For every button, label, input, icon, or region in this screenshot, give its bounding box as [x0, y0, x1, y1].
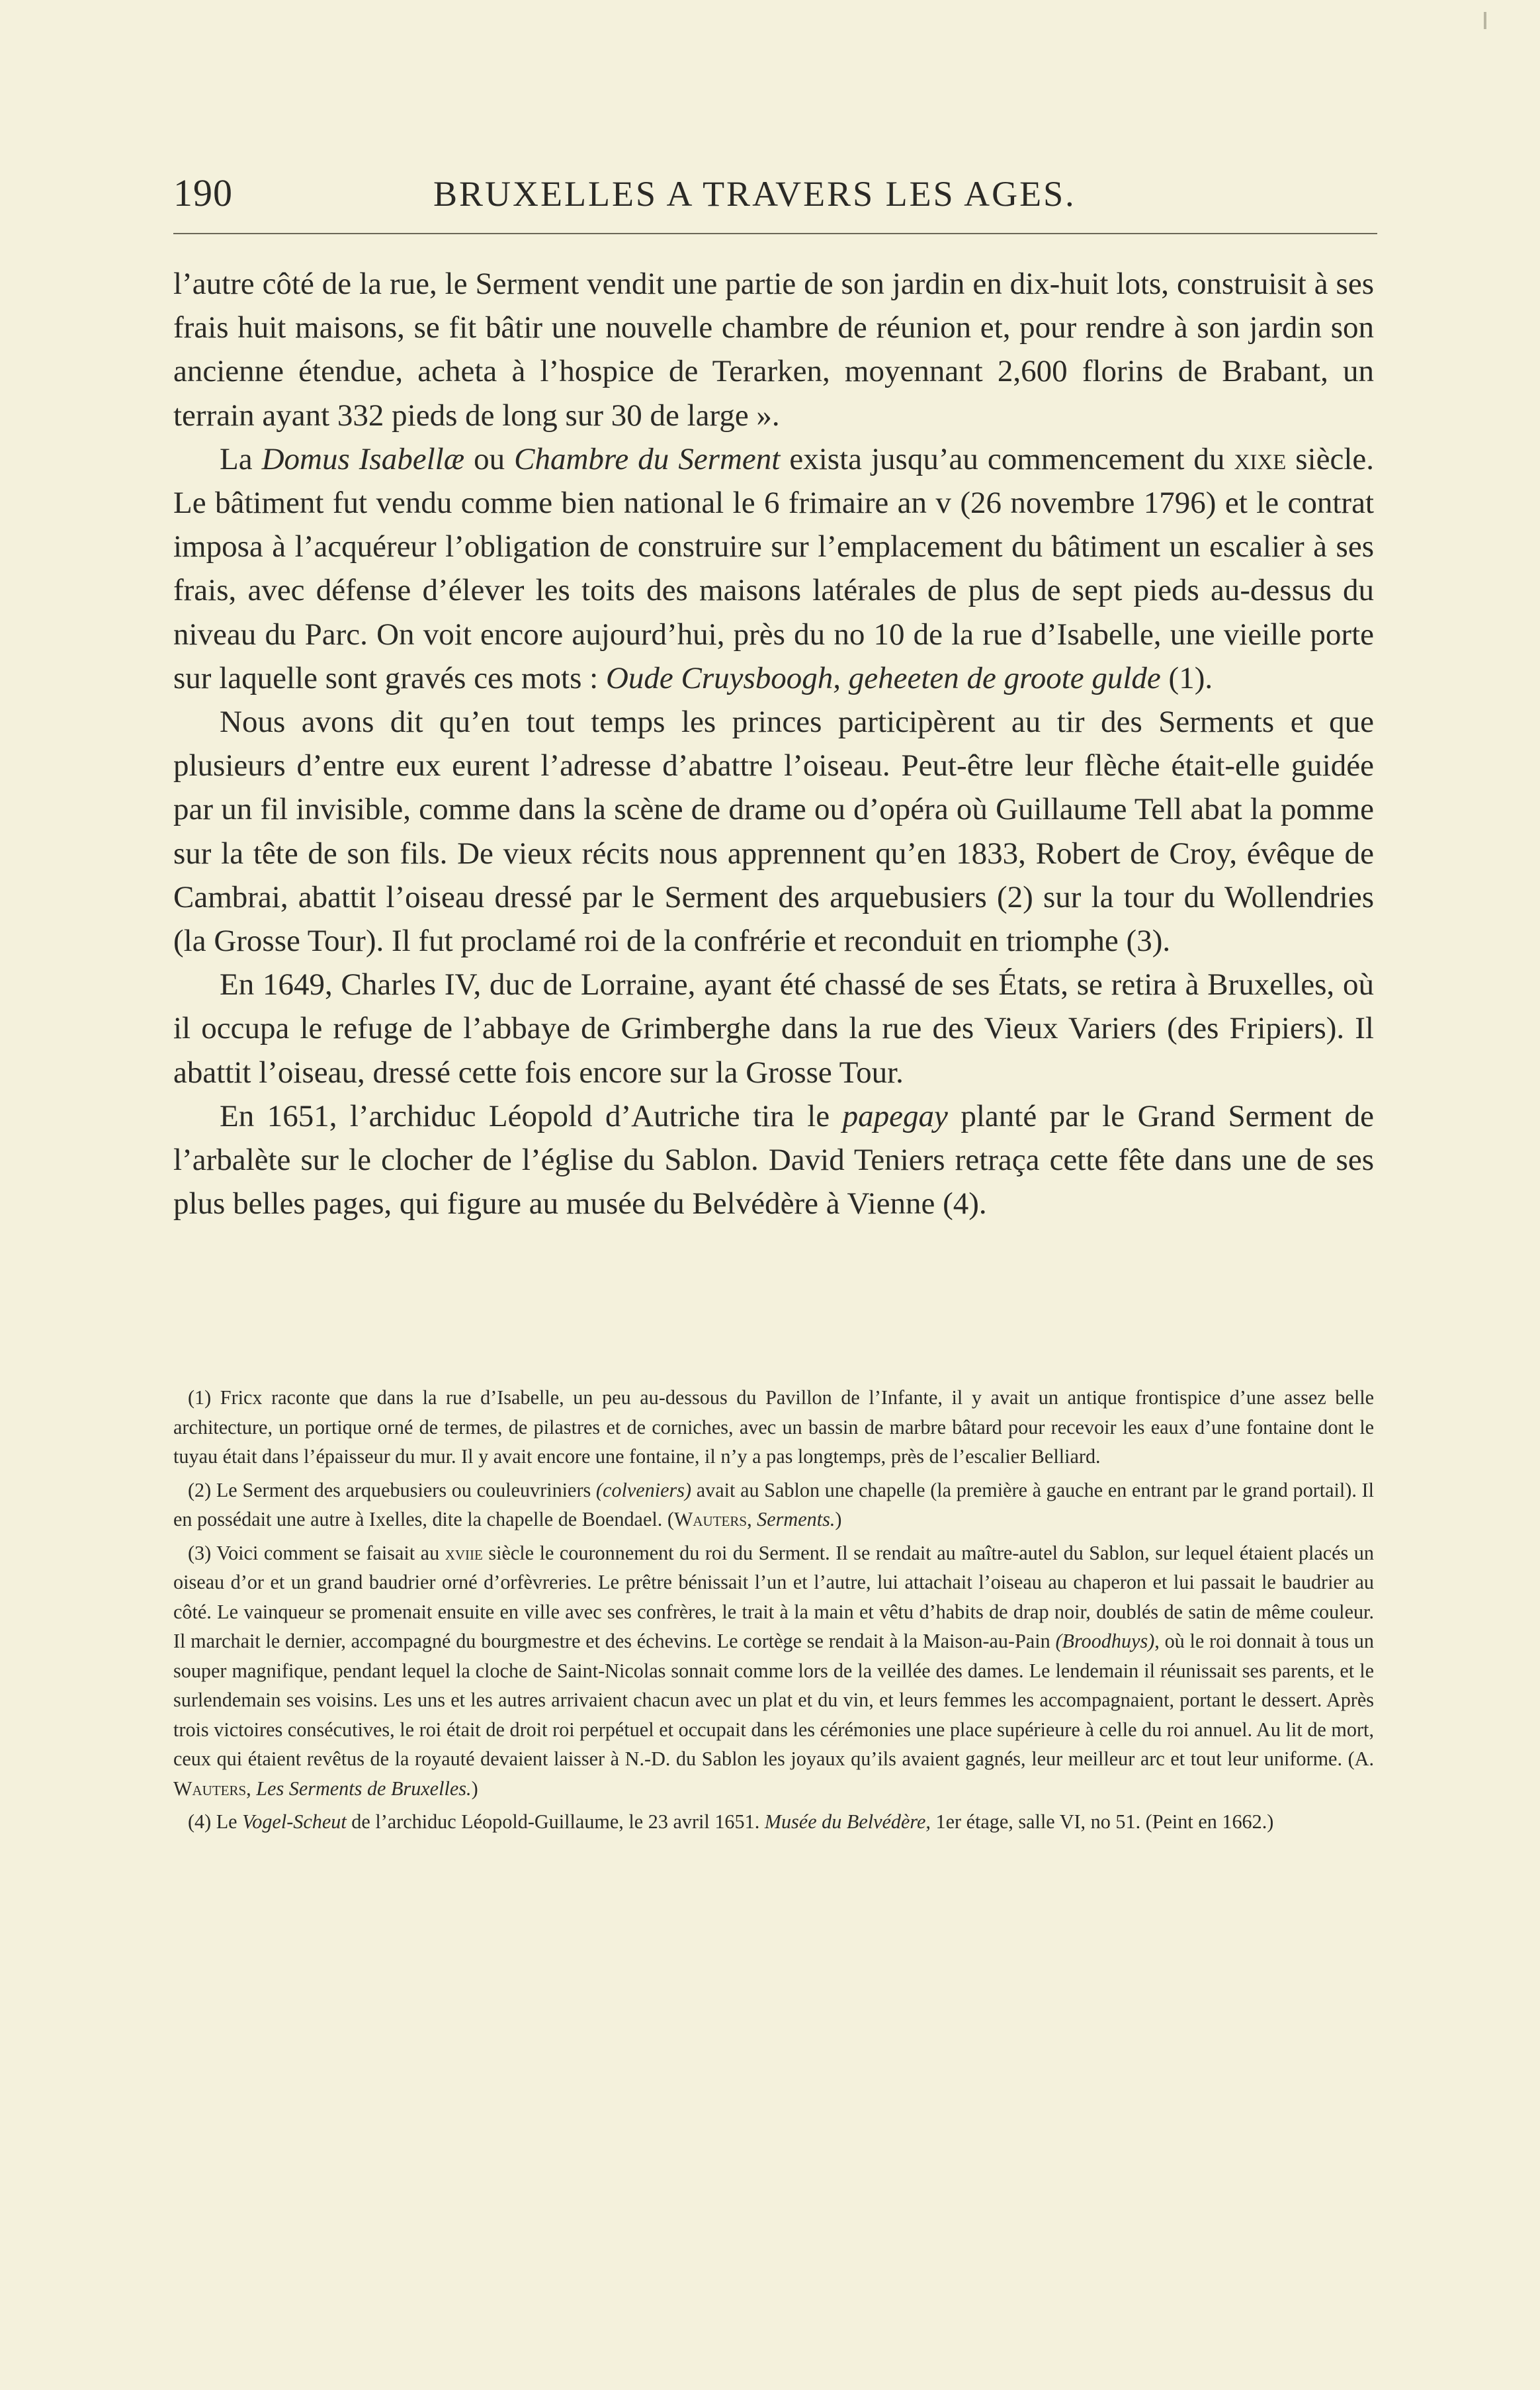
text-run: ,	[747, 1508, 757, 1530]
footnote-1: (1) Fricx raconte que dans la rue d’Isabelle, un peu au-dessous du Pavillon de l’Infante, il y avait un antique frontispice d’une assez belle architecture, un portique orné de termes, de pilastres et de corniches, avec un bassin de marbre bâtard pour recevoir les eaux d’une fontaine dont le tuyau était dans l’épaisseur du mur. Il y avait encore une fontaine, il n’y a pas longtemps, près de l’escalier Belliard.	[173, 1386, 1374, 1468]
century-numeral: xixe	[1234, 441, 1287, 476]
author-name: Wauters	[673, 1508, 748, 1530]
main-text	[173, 262, 1374, 1225]
text-run: planté par le Grand Serment de l’arbalète sur le clocher de l’église du Sablon. David Teniers retraça cette fête dans une de ses plus belles pages, qui figure au musée du Belvédère à Vienne (4).	[173, 1098, 1374, 1221]
italic-run: papegay	[842, 1098, 948, 1133]
italic-run: Serments.	[757, 1508, 835, 1530]
text-run: , où le roi donnait à tous un souper magnifique, pendant lequel la cloche de Saint-Nicolas sonnait comme lors de la veillée des dames. Le lendemain il réunissait ses parents, et le surlendemain ses voisins. Les uns et les autres arrivaient chacun avec un plat et du vin, et leurs femmes les accompagnaient, portant le dessert. Après trois victoires consécutives, le roi était de droit roi perpétuel et occupait dans les cérémonies une place supérieure à celle du roi annuel. Au lit de mort, ceux qui étaient revêtus de la royauté devaient laisser à N.-D. du Sablon les joyaux qu’ils avaient gagnés, leur meilleur arc et tout leur uniforme. (A.	[173, 1630, 1374, 1770]
text-run: ,	[246, 1777, 257, 1800]
italic-run: Domus Isabellæ	[261, 441, 465, 476]
text-run: de l’archiduc Léopold-Guillaume, le 23 avril 1651.	[346, 1810, 765, 1833]
text-run: siècle le couronnement du roi du Serment. Il se rendait au maître-autel du Sablon, sur lequel étaient placés un oiseau d’or et un grand baudrier orné d’orfèvreries. Le prêtre bénissait l’un et l’autre, lui attachait l’oiseau au chaperon et lui passait le baudrier au côté. Le vainqueur se promenait ensuite en ville avec ses confrères, le trait à la main et vêtu d’habits de drap noir, doublés de satin de même couleur. Il marchait le dernier, accompagné du bourgmestre et des échevins. Le cortège se rendait à la Maison-au-Pain	[173, 1541, 1374, 1652]
text-run: exista jusqu’au commencement du	[780, 441, 1234, 476]
margin-mark	[1484, 12, 1486, 29]
paragraph-3: Nous avons dit qu’en tout temps les princes participèrent au tir des Serments et que plusieurs d’entre eux eurent l’adresse d’abattre l’oiseau. Peut-être leur flèche était-elle guidée par un fil invisible, comme dans la scène de drame ou d’opéra où Guillaume Tell abat la pomme sur la tête de son fils. De vieux récits nous apprennent qu’en 1833, Robert de Croy, évêque de Cambrai, abattit l’oiseau dressé par le Serment des arquebusiers (2) sur la tour du Wollendries (la Grosse Tour). Il fut proclamé roi de la confrérie et reconduit en triomphe (3).	[173, 705, 1374, 959]
text-run: 1er étage, salle VI, no 51. (Peint en 1662.)	[930, 1810, 1274, 1833]
text-run: En 1651, l’archiduc Léopold d’Autriche tira le	[220, 1098, 843, 1133]
text-run: La	[220, 441, 262, 476]
italic-run: Chambre du Serment	[514, 441, 781, 476]
italic-run: Musée du Belvédère,	[764, 1810, 931, 1833]
page-number: 190	[173, 171, 233, 214]
text-run: )	[835, 1508, 842, 1530]
text-run: )	[471, 1777, 478, 1800]
footnote-2	[173, 1476, 1374, 1534]
italic-run: Oude Cruysboogh, geheeten de groote gulde	[605, 660, 1161, 695]
footnotes	[173, 1383, 1374, 1841]
paragraph-2	[173, 437, 1374, 700]
author-name: Wauters	[173, 1777, 247, 1800]
footnote-4	[173, 1807, 1374, 1837]
italic-run: (Broodhuys)	[1055, 1630, 1155, 1652]
italic-run: Les Serments de Bruxelles.	[256, 1777, 472, 1800]
running-head: BRUXELLES A TRAVERS LES AGES.	[433, 174, 1076, 214]
text-run: (1).	[1160, 660, 1213, 695]
text-run: (3) Voici comment se faisait au	[188, 1541, 445, 1564]
text-run: (2) Le Serment des arquebusiers ou couleuvriniers	[188, 1478, 596, 1501]
text-run: avait au Sablon une chapelle (la première à gauche en entrant par le grand portail). Il en possédait une autre à Ixelles, dite la chapelle de Boendael. (	[173, 1478, 1374, 1530]
header-rule	[173, 233, 1377, 234]
italic-run: (colveniers)	[595, 1478, 692, 1501]
text-run: ou	[464, 441, 515, 476]
paragraph-4: En 1649, Charles IV, duc de Lorraine, ayant été chassé de ses États, se retira à Bruxelles, où il occupa le refuge de l’abbaye de Grimberghe dans la rue des Vieux Variers (des Fripiers). Il abattit l’oiseau, dressé cette fois encore sur la Grosse Tour.	[173, 967, 1374, 1090]
paragraph-1: l’autre côté de la rue, le Serment vendit une partie de son jardin en dix-huit lots, construisit à ses frais huit maisons, se fit bâtir une nouvelle chambre de réunion et, pour rendre à son jardin son ancienne étendue, acheta à l’hospice de Terarken, moyennant 2,600 florins de Brabant, un terrain ayant 332 pieds de long sur 30 de large ».	[173, 267, 1374, 433]
text-run: siècle. Le bâtiment fut vendu comme bien national le 6 frimaire an v (26 novembre 1796) et le contrat imposa à l’acquéreur l’obligation de construire sur l’emplacement du bâtiment un escalier à ses frais, avec défense d’élever les toits des maisons latérales de plus de sept pieds au-dessus du niveau du Parc. On voit encore aujourd’hui, près du no 10 de la rue d’Isabelle, une vieille porte sur laquelle sont gravés ces mots :	[173, 441, 1375, 695]
paragraph-5	[173, 1094, 1374, 1226]
footnote-3	[173, 1538, 1374, 1804]
century-numeral: xviie	[445, 1541, 483, 1564]
text-run: (4) Le	[188, 1810, 243, 1833]
italic-run: Vogel-Scheut	[242, 1810, 347, 1833]
